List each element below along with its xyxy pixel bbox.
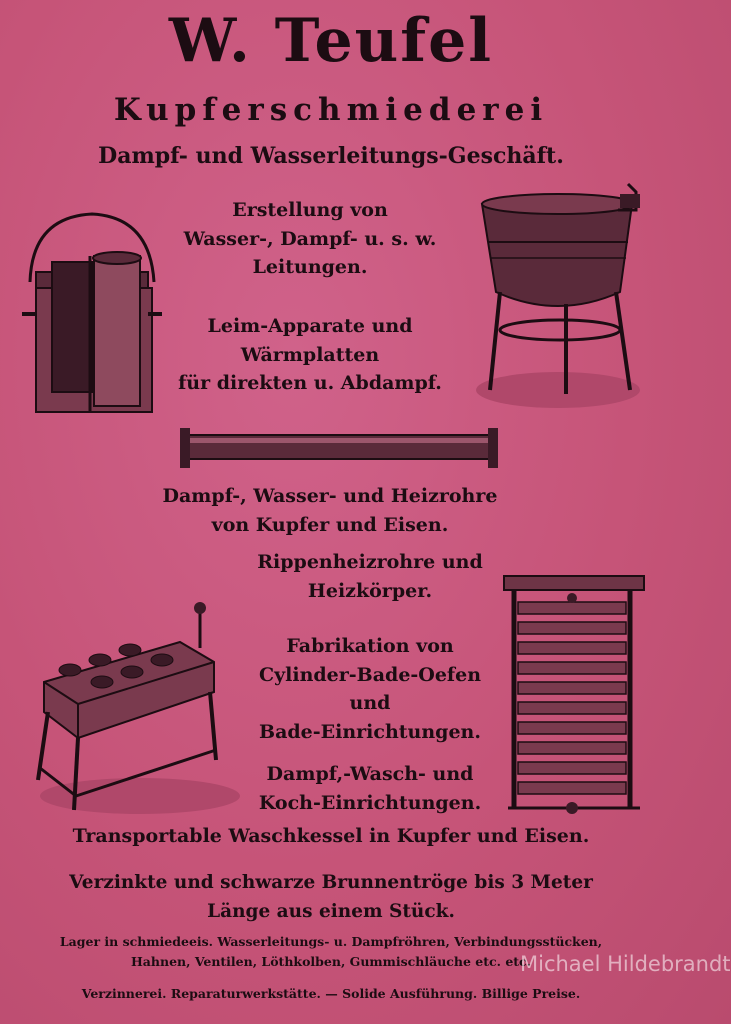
pipe-icon	[180, 426, 498, 470]
stove-table-icon	[30, 600, 242, 818]
section-line: Wärmplatten	[240, 343, 380, 366]
lager-line: Lager in schmiedeeis. Wasserleitungs- u. Dampfröhren, Verbindungsstücken,	[59, 934, 603, 949]
section-line: Fabrikation von	[286, 635, 454, 657]
lager-line: Hahnen, Ventilen, Löthkolben, Gummischläuche etc. etc.	[130, 954, 532, 969]
section-line: von Kupfer und Eisen.	[211, 513, 449, 536]
section-line: und	[349, 692, 391, 714]
section-line: Koch-Einrichtungen.	[258, 791, 482, 814]
company-tagline: Dampf- und Wasserleitungs-Geschäft.	[98, 143, 564, 169]
section-line: Bade-Einrichtungen.	[259, 720, 481, 743]
section-line: Dampf,-Wasch- und	[266, 763, 474, 785]
section-erstellung	[160, 196, 460, 282]
section-wasch	[230, 760, 510, 817]
brunnen-line: Verzinkte und schwarze Brunnentröge bis 3 Meter	[69, 872, 593, 893]
glue-pot-icon	[22, 212, 162, 420]
section-line: Rippenheizrohre und	[257, 551, 483, 573]
company-subtitle: Kupferschmiederei	[113, 92, 549, 128]
section-line: Dampf-, Wasser- und Heizrohre	[162, 485, 498, 507]
closing-line: Verzinnerei. Reparaturwerkstätte. — Solide Ausführung. Billige Preise.	[81, 986, 581, 1001]
kettle-icon	[470, 180, 645, 412]
brunnen-line: Länge aus einem Stück.	[207, 901, 455, 922]
section-rohre	[110, 482, 550, 539]
watermark: Michael Hildebrandt	[520, 952, 731, 976]
section-fabrikation	[230, 632, 510, 746]
section-line: Cylinder-Bade-Oefen	[258, 663, 482, 686]
section-rippen	[230, 548, 510, 605]
section-line: Wasser-, Dampf- u. s. w.	[183, 227, 437, 250]
section-line: für direkten u. Abdampf.	[178, 372, 442, 394]
section-line: Heizkörper.	[307, 579, 433, 602]
radiator-icon	[500, 572, 648, 822]
transportable-line: Transportable Waschkessel in Kupfer und Eisen.	[72, 825, 590, 847]
section-leim	[150, 312, 470, 398]
company-title: W. Teufel	[168, 6, 494, 76]
section-line: Leitungen.	[252, 256, 368, 278]
section-line: Erstellung von	[232, 199, 388, 221]
brunnen-block	[0, 868, 662, 926]
section-line: Leim-Apparate und	[207, 315, 413, 337]
